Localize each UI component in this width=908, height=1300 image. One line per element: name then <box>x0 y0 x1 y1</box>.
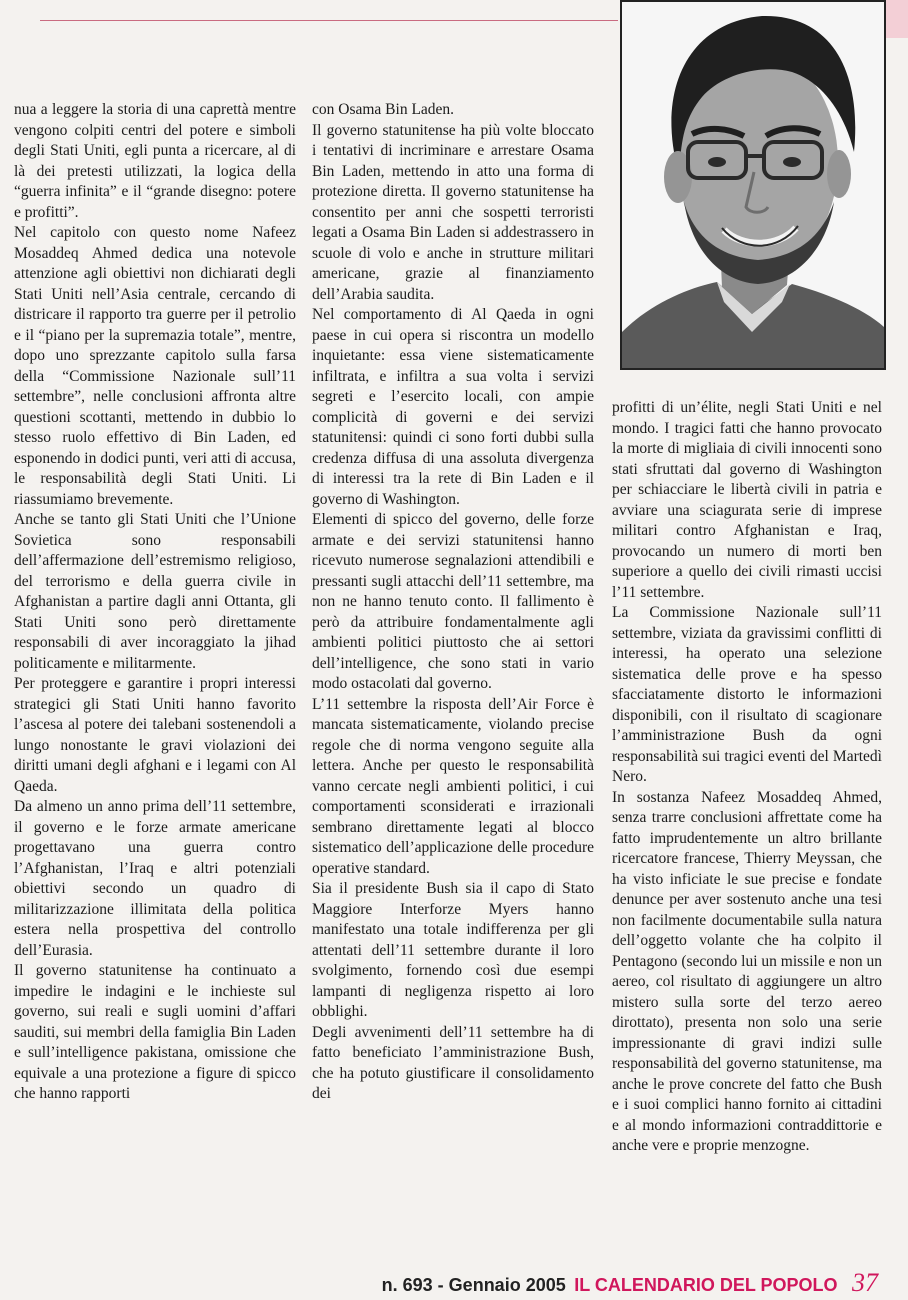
paragraph: Elementi di spicco del governo, delle forze armate e dei servizi statunitensi hanno ricevuto numerose segnalazioni attendibili e pressanti sugli attacchi dell’11 settembre, ma non ne hanno tenuto conto. Il fallimento è però da attribuire fondamentalmente agli ambienti politici piuttosto che ai settori dell’intelligence, che sono stati in vario modo ostacolati dal governo. <box>312 511 594 692</box>
page-number: 37 <box>852 1268 878 1297</box>
paragraph: Da almeno un anno prima dell’11 settembre, il governo e le forze armate americane progettavano una guerra contro l’Afghanistan, l’Iraq e altri potenziali obiettivi secondo un quadro di militarizzazione illimitata della politica estera nella prospettiva del controllo dell’Eurasia. <box>14 798 296 959</box>
page-footer <box>382 1268 878 1298</box>
paragraph: Il governo statunitense ha più volte bloccato i tentativi di incriminare e arrestare Osama Bin Laden, mettendo in atto una forma di protezione diretta. Il governo statunitense ha consentito per anni che sospetti terroristi legati a Osama Bin Laden si addestrassero in scuole di volo e anche in strutture militari americane, grazie al finanziamento dell’Arabia saudita. <box>312 121 594 303</box>
paragraph: Anche se tanto gli Stati Uniti che l’Unione Sovietica sono responsabili dell’affermazione dell’estremismo religioso, del terrorismo e della guerra civile in Afghanistan a partire dagli anni Ottanta, gli Stati Uniti sono però direttamente responsabili di aver incoraggiato la jihad politicamente e militarmente. <box>14 511 296 672</box>
text-column-1 <box>14 100 296 1105</box>
paragraph: In sostanza Nafeez Mosaddeq Ahmed, senza trarre conclusioni affrettate come ha fatto imprudentemente un altro brillante ricercatore francese, Thierry Meyssan, che ha visto inficiate le sue precise e fondate denunce per aver sostenuto anche una tesi non facilmente documentabile sulla natura dell’oggetto volante che ha colpito il Pentagono (secondo lui un missile e non un aereo, col risultato di aggiungere un altro mistero sulla sorte del terzo aereo dirottato), presenta non solo una serie impressionante di gravi indizi sulle responsabilità del governo statunitense, ma anche le prove concrete del fatto che Bush e i suoi complici hanno fornito ai cittadini e al mondo informazioni contraddittorie e anche vere e proprie menzogne. <box>612 788 882 1154</box>
issue-label: n. 693 - Gennaio 2005 <box>381 1275 566 1295</box>
magazine-name: IL CALENDARIO DEL POPOLO <box>574 1275 838 1295</box>
text-column-3 <box>612 398 882 1157</box>
paragraph: con Osama Bin Laden. <box>312 101 455 118</box>
paragraph: Degli avvenimenti dell’11 settembre ha di fatto beneficiato l’amministrazione Bush, che ha potuto giustificare il consolidamento dei <box>312 1023 594 1102</box>
author-photo <box>620 0 886 370</box>
paragraph: La Commissione Nazionale sull’11 settembre, viziata da gravissimi conflitti di interessi, ha operato una selezione sistematica delle prove e ha spesso sfacciatamente distorto le informazioni disponibili, con il risultato di scagionare l’amministrazione Bush da ogni responsabilità sui tragici eventi del Martedì Nero. <box>612 604 882 785</box>
top-divider <box>40 20 618 21</box>
paragraph: L’11 settembre la risposta dell’Air Force è mancata sistematicamente, violando precise regole che di norma vengono seguite alla lettera. Anche per questo le responsabilità vanno cercate negli ambienti politici, i cui comportamenti sconsiderati e irrazionali sembrano direttamente legati al blocco sistematico dell’applicazione delle procedure operative standard. <box>312 695 594 877</box>
paragraph: Nel comportamento di Al Qaeda in ogni paese in cui opera si riscontra un modello inquietante: essa viene sistematicamente infiltrata, e infiltra a sua volta i servizi segreti e l’esercito locali, con ampie complicità di governi e dei servizi statunitensi: quindi ci sono forti dubbi sulla credenza diffusa di una assoluta divergenza di interessi tra la rete di Bin Laden e il governo di Washington. <box>312 306 594 508</box>
paragraph: Il governo statunitense ha continuato a impedire le indagini e le inchieste sul governo, sui reali e sugli uomini d’affari sauditi, sui membri della famiglia Bin Laden e sull’intelligence pakistana, omissione che equivale a una protezione a figure di spicco che hanno rapporti <box>14 962 296 1102</box>
paragraph: Sia il presidente Bush sia il capo di Stato Maggiore Interforze Myers hanno manifestato una totale indifferenza per gli attentati dell’11 settembre durante il loro svolgimento, fornendo così due esempi lampanti di negligenza rispetto ai loro obblighi. <box>312 880 594 1020</box>
paragraph: profitti di un’élite, negli Stati Uniti e nel mondo. I tragici fatti che hanno provocato la morte di migliaia di civili innocenti sono stati sfruttati dal governo di Washington per schiacciare le libertà civili in patria e avviare una sciagurata serie di imprese militari contro Afghanistan e Iraq, provocando un numero di morti ben superiore a quello dei civili rimasti uccisi l’11 settembre. <box>612 399 882 601</box>
paragraph: Nel capitolo con questo nome Nafeez Mosaddeq Ahmed dedica una notevole attenzione agli obiettivi non dichiarati degli Stati Uniti nell’Asia centrale, cercando di districare il rapporto tra guerre per il petrolio e il “piano per la supremazia totale”, mentre, dopo uno sprezzante capitolo sulla farsa della “Commissione Nazionale sull’11 settembre”, nelle conclusioni affronta altre questioni scottanti, mettendo in dubbio lo stesso ruolo effettivo di Bin Laden, ed esponendo in dodici punti, veri atti di accusa, le responsabilità degli Stati Uniti. Li riassumiamo brevemente. <box>14 224 296 508</box>
portrait-image <box>622 2 884 368</box>
text-column-2 <box>312 100 594 1105</box>
paragraph: Per proteggere e garantire i propri interessi strategici gli Stati Uniti hanno favorito l’ascesa al potere dei talebani sostenendoli a lungo nonostante le gravi violazioni dei diritti umani degli afghani e i legami con Al Qaeda. <box>14 675 296 795</box>
paragraph: nua a leggere la storia di una caprettà mentre vengono colpiti centri del potere e simboli degli Stati Uniti, egli punta a ricercare, al di là dei pretesti utilizzati, la logica della “guerra infinita” e il “grande disegno: potere e profitti”. <box>14 101 296 221</box>
